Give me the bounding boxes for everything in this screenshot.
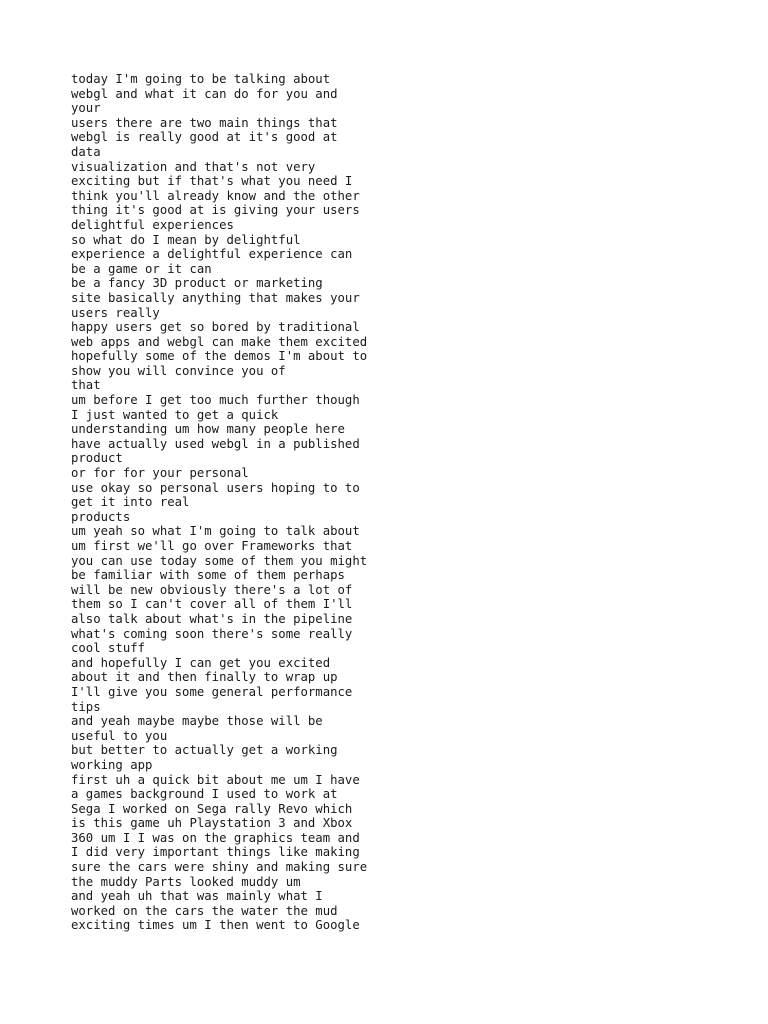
transcript-line: show you will convince you of bbox=[71, 363, 286, 378]
transcript-line: is this game uh Playstation 3 and Xbox bbox=[71, 816, 353, 831]
transcript-line: and hopefully I can get you excited bbox=[71, 655, 331, 670]
transcript-line: delightful experiences bbox=[71, 217, 234, 232]
transcript-line: but better to actually get a working bbox=[71, 743, 338, 758]
transcript-line: tips bbox=[71, 699, 101, 714]
transcript-line: happy users get so bored by traditional bbox=[71, 320, 360, 335]
transcript-text-block bbox=[71, 72, 711, 933]
transcript-line: exciting times um I then went to Google bbox=[71, 918, 360, 933]
transcript-line: webgl and what it can do for you and bbox=[71, 86, 338, 101]
transcript-line: have actually used webgl in a published bbox=[71, 436, 360, 451]
transcript-line: today I'm going to be talking about bbox=[71, 72, 331, 86]
transcript-line: webgl is really good at it's good at bbox=[71, 130, 338, 145]
transcript-line: data bbox=[71, 144, 101, 159]
transcript-line: um first we'll go over Frameworks that bbox=[71, 539, 353, 553]
transcript-line: product bbox=[71, 451, 123, 466]
transcript-line: worked on the cars the water the mud bbox=[71, 903, 338, 918]
transcript-line: use okay so personal users hoping to to bbox=[71, 480, 360, 495]
transcript-line: that bbox=[71, 378, 101, 393]
transcript-line: exciting but if that's what you need I bbox=[71, 174, 353, 189]
transcript-line: visualization and that's not very bbox=[71, 159, 316, 174]
transcript-line: I'll give you some general performance bbox=[71, 684, 353, 699]
transcript-line: be familiar with some of them perhaps bbox=[71, 568, 345, 583]
transcript-line: I just wanted to get a quick bbox=[71, 407, 279, 422]
transcript-line: will be new obviously there's a lot of bbox=[71, 582, 353, 597]
transcript-line: cool stuff bbox=[71, 641, 146, 656]
transcript-line: sure the cars were shiny and making sure bbox=[71, 860, 368, 875]
transcript-line: thing it's good at is giving your users bbox=[71, 203, 360, 218]
transcript-line: and yeah maybe maybe those will be bbox=[71, 714, 323, 729]
transcript-line: um before I get too much further though bbox=[71, 393, 360, 408]
transcript-line: Sega I worked on Sega rally Revo which bbox=[71, 801, 353, 816]
transcript-line: useful to you bbox=[71, 728, 168, 743]
transcript-line: think you'll already know and the other bbox=[71, 188, 360, 203]
transcript-line: understanding um how many people here bbox=[71, 422, 345, 437]
transcript-line: the muddy Parts looked muddy um bbox=[71, 874, 301, 889]
transcript-line: working app bbox=[71, 757, 153, 772]
transcript-line: users really bbox=[71, 305, 160, 320]
transcript-line: 360 um I I was on the graphics team and bbox=[71, 830, 360, 845]
transcript-line: be a game or it can bbox=[71, 261, 212, 276]
transcript-line: users there are two main things that bbox=[71, 115, 338, 130]
transcript-line: what's coming soon there's some really bbox=[71, 626, 353, 641]
transcript-line: first uh a quick bit about me um I have bbox=[71, 772, 360, 787]
transcript-line: get it into real bbox=[71, 495, 190, 510]
transcript-line: site basically anything that makes your bbox=[71, 290, 360, 305]
transcript-line: um yeah so what I'm going to talk about bbox=[71, 524, 360, 539]
transcript-line: or for for your personal bbox=[71, 466, 249, 481]
transcript-line: web apps and webgl can make them excited bbox=[71, 334, 368, 349]
transcript-line: about it and then finally to wrap up bbox=[71, 670, 338, 685]
transcript-line: I did very important things like making bbox=[71, 845, 360, 860]
transcript-line: products bbox=[71, 509, 131, 524]
transcript-line: experience a delightful experience can bbox=[71, 247, 353, 262]
transcript-line: hopefully some of the demos I'm about to bbox=[71, 349, 368, 364]
transcript-line: be a fancy 3D product or marketing bbox=[71, 276, 323, 291]
transcript-line: a games background I used to work at bbox=[71, 787, 338, 802]
transcript-line: and yeah uh that was mainly what I bbox=[71, 889, 323, 904]
transcript-line: also talk about what's in the pipeline bbox=[71, 611, 353, 626]
transcript-line: you can use today some of them you might bbox=[71, 553, 368, 568]
transcript-line: so what do I mean by delightful bbox=[71, 232, 301, 247]
transcript-line: your bbox=[71, 101, 101, 116]
transcript-line: them so I can't cover all of them I'll bbox=[71, 597, 353, 612]
